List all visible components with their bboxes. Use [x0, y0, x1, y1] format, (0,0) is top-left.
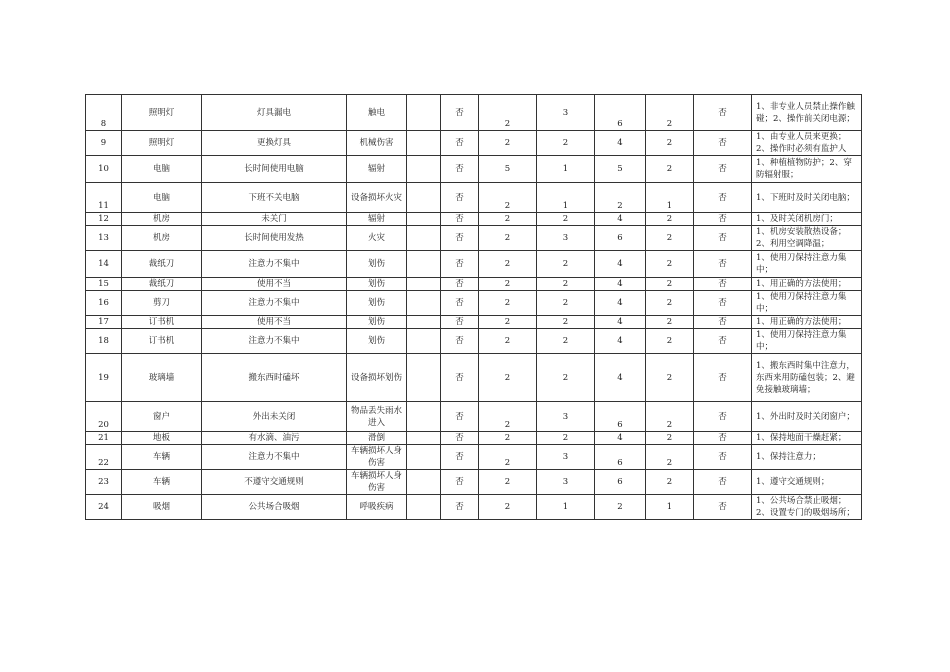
control-cell: 否	[694, 226, 752, 251]
measures-cell: 1、公共场合禁止吸烟；2、设置专门的吸烟场所；	[752, 495, 862, 520]
hazard-cell: 划伤	[347, 316, 407, 329]
exposure-cell: 1	[537, 183, 595, 213]
item-cell: 照明灯	[122, 131, 202, 156]
consequence-cell: 2	[595, 183, 646, 213]
consequence-cell: 4	[595, 329, 646, 354]
likelihood-cell: 2	[479, 251, 537, 278]
hazard-cell: 物品丢失雨水进入	[347, 402, 407, 432]
hazard-cell: 火灾	[347, 226, 407, 251]
table-row	[86, 95, 862, 131]
major-risk-cell: 否	[441, 470, 479, 495]
control-cell: 否	[694, 95, 752, 131]
control-cell: 否	[694, 316, 752, 329]
activity-cell: 使用不当	[202, 316, 347, 329]
likelihood-cell: 2	[479, 291, 537, 316]
item-cell: 车辆	[122, 470, 202, 495]
blank-cell	[407, 278, 441, 291]
table-row	[86, 226, 862, 251]
hazard-cell: 车辆损坏人身伤害	[347, 445, 407, 470]
likelihood-cell: 2	[479, 354, 537, 402]
measures-cell: 1、机房安装散热设备；2、利用空调降温；	[752, 226, 862, 251]
seq-cell: 16	[86, 291, 122, 316]
activity-cell: 未关门	[202, 213, 347, 226]
measures-cell: 1、由专业人员来更换；2、操作时必须有监护人	[752, 131, 862, 156]
activity-cell: 灯具漏电	[202, 95, 347, 131]
table-row	[86, 183, 862, 213]
blank-cell	[407, 495, 441, 520]
likelihood-cell: 2	[479, 95, 537, 131]
blank-cell	[407, 183, 441, 213]
major-risk-cell: 否	[441, 183, 479, 213]
likelihood-cell: 2	[479, 316, 537, 329]
exposure-cell: 2	[537, 316, 595, 329]
hazard-cell: 呼吸疾病	[347, 495, 407, 520]
consequence-cell: 5	[595, 156, 646, 183]
measures-cell: 1、用正确的方法使用；	[752, 316, 862, 329]
blank-cell	[407, 156, 441, 183]
control-cell: 否	[694, 183, 752, 213]
likelihood-cell: 2	[479, 432, 537, 445]
activity-cell: 搬东西时磕坏	[202, 354, 347, 402]
consequence-cell: 4	[595, 291, 646, 316]
seq-cell: 9	[86, 131, 122, 156]
item-cell: 车辆	[122, 445, 202, 470]
major-risk-cell: 否	[441, 329, 479, 354]
seq-cell: 21	[86, 432, 122, 445]
exposure-cell: 2	[537, 278, 595, 291]
item-cell: 电脑	[122, 156, 202, 183]
exposure-cell: 1	[537, 156, 595, 183]
table-row	[86, 470, 862, 495]
control-cell: 否	[694, 278, 752, 291]
activity-cell: 有水滴、油污	[202, 432, 347, 445]
blank-cell	[407, 251, 441, 278]
risk-level-cell: 2	[646, 131, 694, 156]
risk-assessment-table	[85, 94, 862, 520]
measures-cell: 1、种植植物防护；2、穿防辐射服；	[752, 156, 862, 183]
exposure-cell: 3	[537, 445, 595, 470]
consequence-cell: 2	[595, 495, 646, 520]
seq-cell: 17	[86, 316, 122, 329]
blank-cell	[407, 291, 441, 316]
measures-cell: 1、外出时及时关闭窗户；	[752, 402, 862, 432]
consequence-cell: 4	[595, 316, 646, 329]
risk-level-cell: 2	[646, 316, 694, 329]
hazard-cell: 划伤	[347, 291, 407, 316]
consequence-cell: 4	[595, 213, 646, 226]
activity-cell: 注意力不集中	[202, 251, 347, 278]
control-cell: 否	[694, 251, 752, 278]
likelihood-cell: 2	[479, 329, 537, 354]
hazard-cell: 设备损坏火灾	[347, 183, 407, 213]
table-row	[86, 445, 862, 470]
blank-cell	[407, 354, 441, 402]
exposure-cell: 3	[537, 402, 595, 432]
major-risk-cell: 否	[441, 445, 479, 470]
seq-cell: 20	[86, 402, 122, 432]
hazard-cell: 滑倒	[347, 432, 407, 445]
risk-level-cell: 2	[646, 213, 694, 226]
risk-table-body	[86, 95, 862, 520]
consequence-cell: 6	[595, 226, 646, 251]
major-risk-cell: 否	[441, 354, 479, 402]
table-row	[86, 316, 862, 329]
control-cell: 否	[694, 354, 752, 402]
major-risk-cell: 否	[441, 131, 479, 156]
item-cell: 地板	[122, 432, 202, 445]
control-cell: 否	[694, 445, 752, 470]
item-cell: 玻璃墙	[122, 354, 202, 402]
exposure-cell: 2	[537, 354, 595, 402]
consequence-cell: 6	[595, 445, 646, 470]
hazard-cell: 车辆损坏人身伤害	[347, 470, 407, 495]
seq-cell: 11	[86, 183, 122, 213]
likelihood-cell: 2	[479, 470, 537, 495]
major-risk-cell: 否	[441, 226, 479, 251]
activity-cell: 长时间使用发热	[202, 226, 347, 251]
activity-cell: 下班不关电脑	[202, 183, 347, 213]
consequence-cell: 4	[595, 131, 646, 156]
table-row	[86, 213, 862, 226]
item-cell: 机房	[122, 213, 202, 226]
risk-level-cell: 2	[646, 226, 694, 251]
hazard-cell: 辐射	[347, 156, 407, 183]
hazard-cell: 划伤	[347, 251, 407, 278]
seq-cell: 19	[86, 354, 122, 402]
table-row	[86, 131, 862, 156]
measures-cell: 1、下班时及时关闭电脑；	[752, 183, 862, 213]
activity-cell: 长时间使用电脑	[202, 156, 347, 183]
exposure-cell: 2	[537, 131, 595, 156]
exposure-cell: 2	[537, 213, 595, 226]
hazard-cell: 辐射	[347, 213, 407, 226]
control-cell: 否	[694, 495, 752, 520]
likelihood-cell: 2	[479, 402, 537, 432]
blank-cell	[407, 213, 441, 226]
hazard-cell: 划伤	[347, 329, 407, 354]
seq-cell: 24	[86, 495, 122, 520]
table-row	[86, 432, 862, 445]
table-row	[86, 251, 862, 278]
item-cell: 裁纸刀	[122, 251, 202, 278]
activity-cell: 外出未关闭	[202, 402, 347, 432]
measures-cell: 1、搬东西时集中注意力，东西来用防磕包装；2、避免接触玻璃墙；	[752, 354, 862, 402]
hazard-cell: 触电	[347, 95, 407, 131]
blank-cell	[407, 402, 441, 432]
exposure-cell: 1	[537, 495, 595, 520]
major-risk-cell: 否	[441, 278, 479, 291]
consequence-cell: 4	[595, 432, 646, 445]
activity-cell: 更换灯具	[202, 131, 347, 156]
measures-cell: 1、用正确的方法使用；	[752, 278, 862, 291]
risk-level-cell: 2	[646, 95, 694, 131]
activity-cell: 公共场合吸烟	[202, 495, 347, 520]
control-cell: 否	[694, 432, 752, 445]
likelihood-cell: 2	[479, 183, 537, 213]
risk-level-cell: 2	[646, 445, 694, 470]
exposure-cell: 3	[537, 95, 595, 131]
item-cell: 吸烟	[122, 495, 202, 520]
table-row	[86, 329, 862, 354]
major-risk-cell: 否	[441, 291, 479, 316]
measures-cell: 1、及时关闭机房门；	[752, 213, 862, 226]
likelihood-cell: 2	[479, 131, 537, 156]
major-risk-cell: 否	[441, 402, 479, 432]
item-cell: 电脑	[122, 183, 202, 213]
risk-level-cell: 1	[646, 183, 694, 213]
measures-cell: 1、使用刀保持注意力集中；	[752, 329, 862, 354]
exposure-cell: 3	[537, 470, 595, 495]
major-risk-cell: 否	[441, 251, 479, 278]
major-risk-cell: 否	[441, 213, 479, 226]
control-cell: 否	[694, 329, 752, 354]
seq-cell: 10	[86, 156, 122, 183]
consequence-cell: 6	[595, 95, 646, 131]
exposure-cell: 2	[537, 251, 595, 278]
seq-cell: 14	[86, 251, 122, 278]
table-row	[86, 402, 862, 432]
consequence-cell: 4	[595, 251, 646, 278]
activity-cell: 不遵守交通规则	[202, 470, 347, 495]
risk-level-cell: 2	[646, 354, 694, 402]
activity-cell: 使用不当	[202, 278, 347, 291]
risk-level-cell: 2	[646, 156, 694, 183]
risk-level-cell: 2	[646, 291, 694, 316]
exposure-cell: 2	[537, 432, 595, 445]
hazard-cell: 划伤	[347, 278, 407, 291]
control-cell: 否	[694, 213, 752, 226]
risk-level-cell: 2	[646, 329, 694, 354]
blank-cell	[407, 329, 441, 354]
major-risk-cell: 否	[441, 156, 479, 183]
risk-level-cell: 2	[646, 251, 694, 278]
blank-cell	[407, 316, 441, 329]
seq-cell: 8	[86, 95, 122, 131]
risk-level-cell: 2	[646, 470, 694, 495]
risk-level-cell: 2	[646, 432, 694, 445]
blank-cell	[407, 470, 441, 495]
blank-cell	[407, 131, 441, 156]
risk-level-cell: 2	[646, 402, 694, 432]
major-risk-cell: 否	[441, 432, 479, 445]
activity-cell: 注意力不集中	[202, 445, 347, 470]
control-cell: 否	[694, 291, 752, 316]
hazard-cell: 设备损坏划伤	[347, 354, 407, 402]
control-cell: 否	[694, 131, 752, 156]
item-cell: 窗户	[122, 402, 202, 432]
item-cell: 照明灯	[122, 95, 202, 131]
blank-cell	[407, 226, 441, 251]
risk-level-cell: 1	[646, 495, 694, 520]
consequence-cell: 4	[595, 278, 646, 291]
item-cell: 剪刀	[122, 291, 202, 316]
likelihood-cell: 2	[479, 278, 537, 291]
table-row	[86, 354, 862, 402]
measures-cell: 1、使用刀保持注意力集中；	[752, 251, 862, 278]
major-risk-cell: 否	[441, 95, 479, 131]
table-row	[86, 291, 862, 316]
likelihood-cell: 2	[479, 213, 537, 226]
seq-cell: 22	[86, 445, 122, 470]
likelihood-cell: 2	[479, 495, 537, 520]
activity-cell: 注意力不集中	[202, 291, 347, 316]
measures-cell: 1、遵守交通规则；	[752, 470, 862, 495]
control-cell: 否	[694, 470, 752, 495]
item-cell: 订书机	[122, 329, 202, 354]
likelihood-cell: 2	[479, 226, 537, 251]
major-risk-cell: 否	[441, 495, 479, 520]
likelihood-cell: 2	[479, 445, 537, 470]
major-risk-cell: 否	[441, 316, 479, 329]
item-cell: 机房	[122, 226, 202, 251]
consequence-cell: 6	[595, 402, 646, 432]
risk-level-cell: 2	[646, 278, 694, 291]
blank-cell	[407, 95, 441, 131]
seq-cell: 13	[86, 226, 122, 251]
seq-cell: 12	[86, 213, 122, 226]
exposure-cell: 3	[537, 226, 595, 251]
seq-cell: 23	[86, 470, 122, 495]
seq-cell: 15	[86, 278, 122, 291]
exposure-cell: 2	[537, 291, 595, 316]
seq-cell: 18	[86, 329, 122, 354]
table-row	[86, 156, 862, 183]
table-row	[86, 495, 862, 520]
consequence-cell: 6	[595, 470, 646, 495]
likelihood-cell: 5	[479, 156, 537, 183]
exposure-cell: 2	[537, 329, 595, 354]
item-cell: 裁纸刀	[122, 278, 202, 291]
blank-cell	[407, 432, 441, 445]
item-cell: 订书机	[122, 316, 202, 329]
control-cell: 否	[694, 156, 752, 183]
measures-cell: 1、保持地面干燥赶紧；	[752, 432, 862, 445]
hazard-cell: 机械伤害	[347, 131, 407, 156]
table-row	[86, 278, 862, 291]
measures-cell: 1、非专业人员禁止操作触碰；2、操作前关闭电源；	[752, 95, 862, 131]
blank-cell	[407, 445, 441, 470]
activity-cell: 注意力不集中	[202, 329, 347, 354]
measures-cell: 1、保持注意力；	[752, 445, 862, 470]
measures-cell: 1、使用刀保持注意力集中；	[752, 291, 862, 316]
consequence-cell: 4	[595, 354, 646, 402]
control-cell: 否	[694, 402, 752, 432]
